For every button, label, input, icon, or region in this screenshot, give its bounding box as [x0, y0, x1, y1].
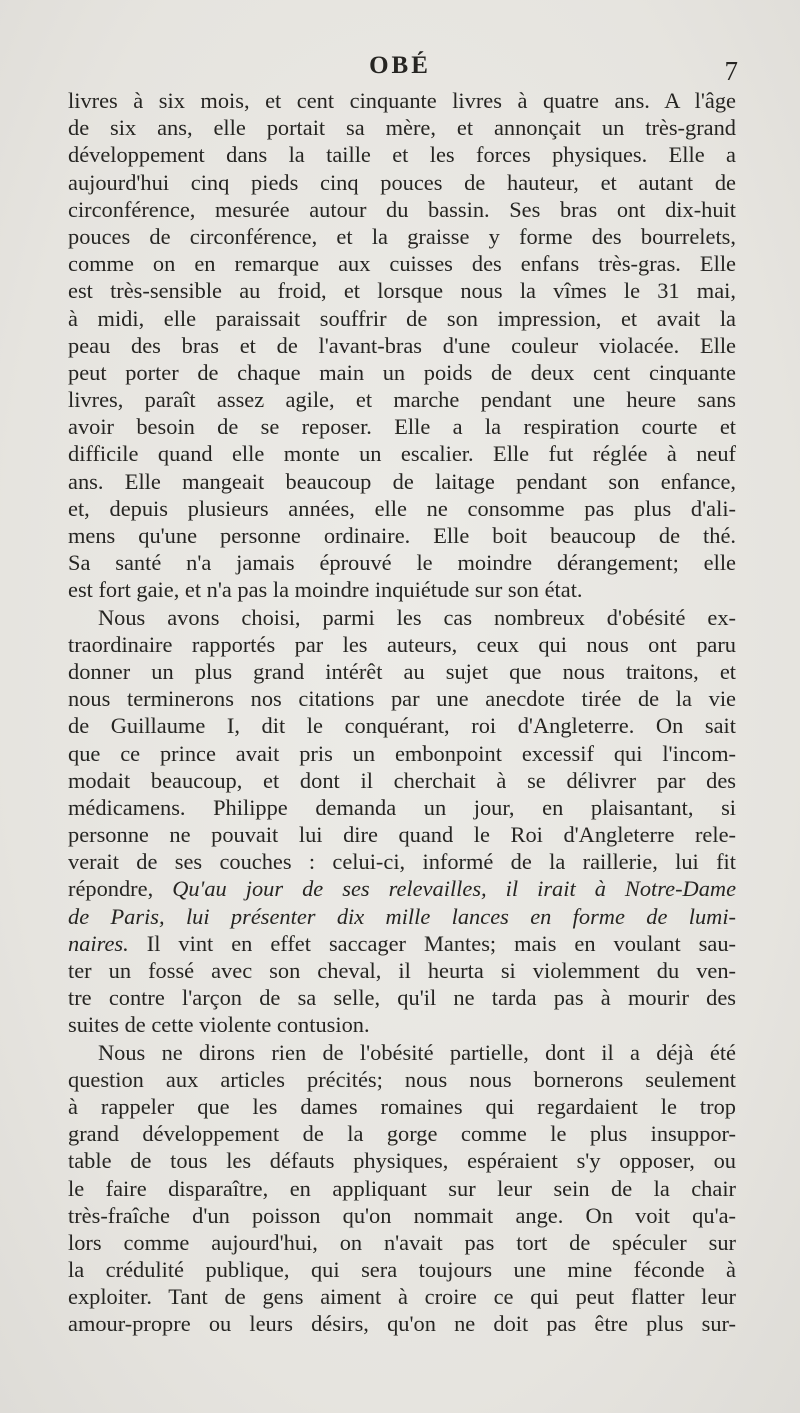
text-segment: modait beaucoup, et dont il cherchait à se délivrer par des: [68, 767, 736, 793]
text-segment: exploiter. Tant de gens aiment à croire ce qui peut flatter leur: [68, 1284, 736, 1310]
text-line: [68, 1175, 736, 1202]
text-line: [68, 848, 736, 875]
text-line: [68, 386, 736, 413]
text-line: [68, 359, 736, 386]
text-segment: livres, paraît assez agile, et marche pendant une heure sans: [68, 387, 736, 413]
text-segment: peau des bras et de l'avant-bras d'une couleur violacée. Elle: [68, 332, 736, 358]
text-line: [68, 821, 736, 848]
text-line: [68, 631, 736, 658]
text-segment: donner un plus grand intérêt au sujet que nous traitons, et: [68, 658, 736, 684]
text-segment: ans. Elle mangeait beaucoup de laitage pendant son enfance,: [68, 468, 736, 494]
text-segment: suites de cette violente contusion.: [68, 1012, 370, 1038]
text-segment: difficile quand elle monte un escalier. Elle fut réglée à neuf: [68, 441, 736, 467]
text-line: [68, 957, 736, 984]
text-segment: grand développement de la gorge comme le plus insuppor-: [68, 1121, 736, 1147]
text-segment: Sa santé n'a jamais éprouvé le moindre dérangement; elle: [68, 550, 736, 576]
text-line: [68, 141, 736, 168]
running-head: OBÉ: [369, 52, 431, 79]
text-segment: médicamens. Philippe demanda un jour, en plaisantant, si: [68, 794, 736, 820]
text-line: [68, 903, 736, 930]
text-segment: question aux articles précités; nous nous bornerons seulement: [68, 1066, 736, 1092]
text-line: [68, 87, 736, 114]
text-segment: est très-sensible au froid, et lorsque nous la vîmes le 31 mai,: [68, 278, 736, 304]
text-segment: que ce prince avait pris un embonpoint excessif qui l'incom-: [68, 740, 736, 766]
text-segment: tre contre l'arçon de sa selle, qu'il ne tarda pas à mourir des: [68, 985, 736, 1011]
text-line: [68, 604, 736, 631]
text-segment: peut porter de chaque main un poids de deux cent cinquante: [68, 359, 736, 385]
text-segment: ter un fossé avec son cheval, il heurta si violemment du ven-: [68, 958, 736, 983]
text-line: [68, 413, 736, 440]
page-header: [0, 50, 800, 90]
text-segment: Nous ne dirons rien de l'obésité partielle, dont il a déjà été: [98, 1039, 736, 1065]
text-line: [68, 712, 736, 739]
text-segment: mens qu'une personne ordinaire. Elle boit beaucoup de thé.: [68, 523, 736, 548]
text-line: [68, 1120, 736, 1147]
page-number: 7: [724, 56, 738, 86]
body-text: [68, 87, 736, 1338]
text-segment: de Guillaume I, dit le conquérant, roi d'Angleterre. On sait: [68, 713, 736, 739]
text-segment: est fort gaie, et n'a pas la moindre inquiétude sur son état.: [68, 577, 583, 603]
text-segment: la crédulité publique, qui sera toujours une mine féconde à: [68, 1257, 736, 1283]
text-segment: circonférence, mesurée autour du bassin. Ses bras ont dix-huit: [68, 196, 736, 222]
text-line: [68, 875, 736, 902]
text-segment: livres à six mois, et cent cinquante livres à quatre ans. A l'âge: [68, 88, 736, 113]
text-segment: personne ne pouvait lui dire quand le Roi d'Angleterre rele-: [68, 822, 736, 848]
text-segment: Il vint en effet saccager Mantes; mais en voulant sau-: [128, 930, 736, 956]
text-line: [68, 114, 736, 141]
text-line: [68, 468, 736, 495]
text-segment: verait de ses couches : celui-ci, informé de la raillerie, lui fit: [68, 849, 736, 875]
text-segment: avoir besoin de se reposer. Elle a la respiration courte et: [68, 414, 736, 440]
text-line: [68, 277, 736, 304]
text-line: [68, 549, 736, 576]
text-segment: comme on en remarque aux cuisses des enfans très-gras. Elle: [68, 251, 736, 277]
text-segment: très-fraîche d'un poisson qu'on nommait ange. On voit qu'a-: [68, 1202, 736, 1228]
text-segment: lors comme aujourd'hui, on n'avait pas tort de spéculer sur: [68, 1229, 736, 1255]
text-line: [68, 794, 736, 821]
text-segment: répondre,: [68, 876, 173, 902]
text-line: [68, 1310, 736, 1337]
text-line: [68, 440, 736, 467]
text-segment: à midi, elle paraissait souffrir de son impression, et avait la: [68, 305, 736, 331]
text-line: [68, 930, 736, 957]
italic-text: naires.: [68, 930, 129, 956]
text-line: [68, 767, 736, 794]
text-line: [68, 740, 736, 767]
text-segment: amour-propre ou leurs désirs, qu'on ne doit pas être plus sur-: [68, 1311, 736, 1337]
text-segment: et, depuis plusieurs années, elle ne consomme pas plus d'ali-: [68, 495, 736, 521]
text-line: [68, 223, 736, 250]
text-line: [68, 250, 736, 277]
text-line: [68, 576, 736, 603]
text-segment: à rappeler que les dames romaines qui regardaient le trop: [68, 1093, 736, 1119]
text-line: [68, 1229, 736, 1256]
text-segment: aujourd'hui cinq pieds cinq pouces de hauteur, et autant de: [68, 169, 736, 195]
text-segment: pouces de circonférence, et la graisse y forme des bourrelets,: [68, 223, 736, 249]
text-line: [68, 495, 736, 522]
text-line: [68, 1093, 736, 1120]
italic-text: de Paris, lui présenter dix mille lances en forme de lumi-: [68, 903, 736, 929]
text-line: [68, 1011, 736, 1038]
text-line: [68, 1283, 736, 1310]
text-line: [68, 1256, 736, 1283]
text-line: [68, 169, 736, 196]
text-segment: table de tous les défauts physiques, espéraient s'y opposer, ou: [68, 1148, 736, 1174]
text-segment: nous terminerons nos citations par une anecdote tirée de la vie: [68, 686, 736, 712]
text-line: [68, 1039, 736, 1066]
text-line: [68, 984, 736, 1011]
text-line: [68, 522, 736, 549]
text-segment: de six ans, elle portait sa mère, et annonçait un très-grand: [68, 115, 736, 141]
text-segment: développement dans la taille et les forces physiques. Elle a: [68, 142, 736, 168]
text-line: [68, 1147, 736, 1174]
italic-text: Qu'au jour de ses relevailles, il irait à Notre-Dame: [172, 876, 737, 902]
text-line: [68, 1066, 736, 1093]
text-line: [68, 305, 736, 332]
text-line: [68, 332, 736, 359]
text-line: [68, 1202, 736, 1229]
text-line: [68, 196, 736, 223]
text-line: [68, 685, 736, 712]
text-segment: Nous avons choisi, parmi les cas nombreux d'obésité ex-: [98, 604, 736, 630]
text-line: [68, 658, 736, 685]
text-segment: traordinaire rapportés par les auteurs, ceux qui nous ont paru: [68, 631, 736, 657]
text-segment: le faire disparaître, en appliquant sur leur sein de la chair: [68, 1175, 736, 1201]
